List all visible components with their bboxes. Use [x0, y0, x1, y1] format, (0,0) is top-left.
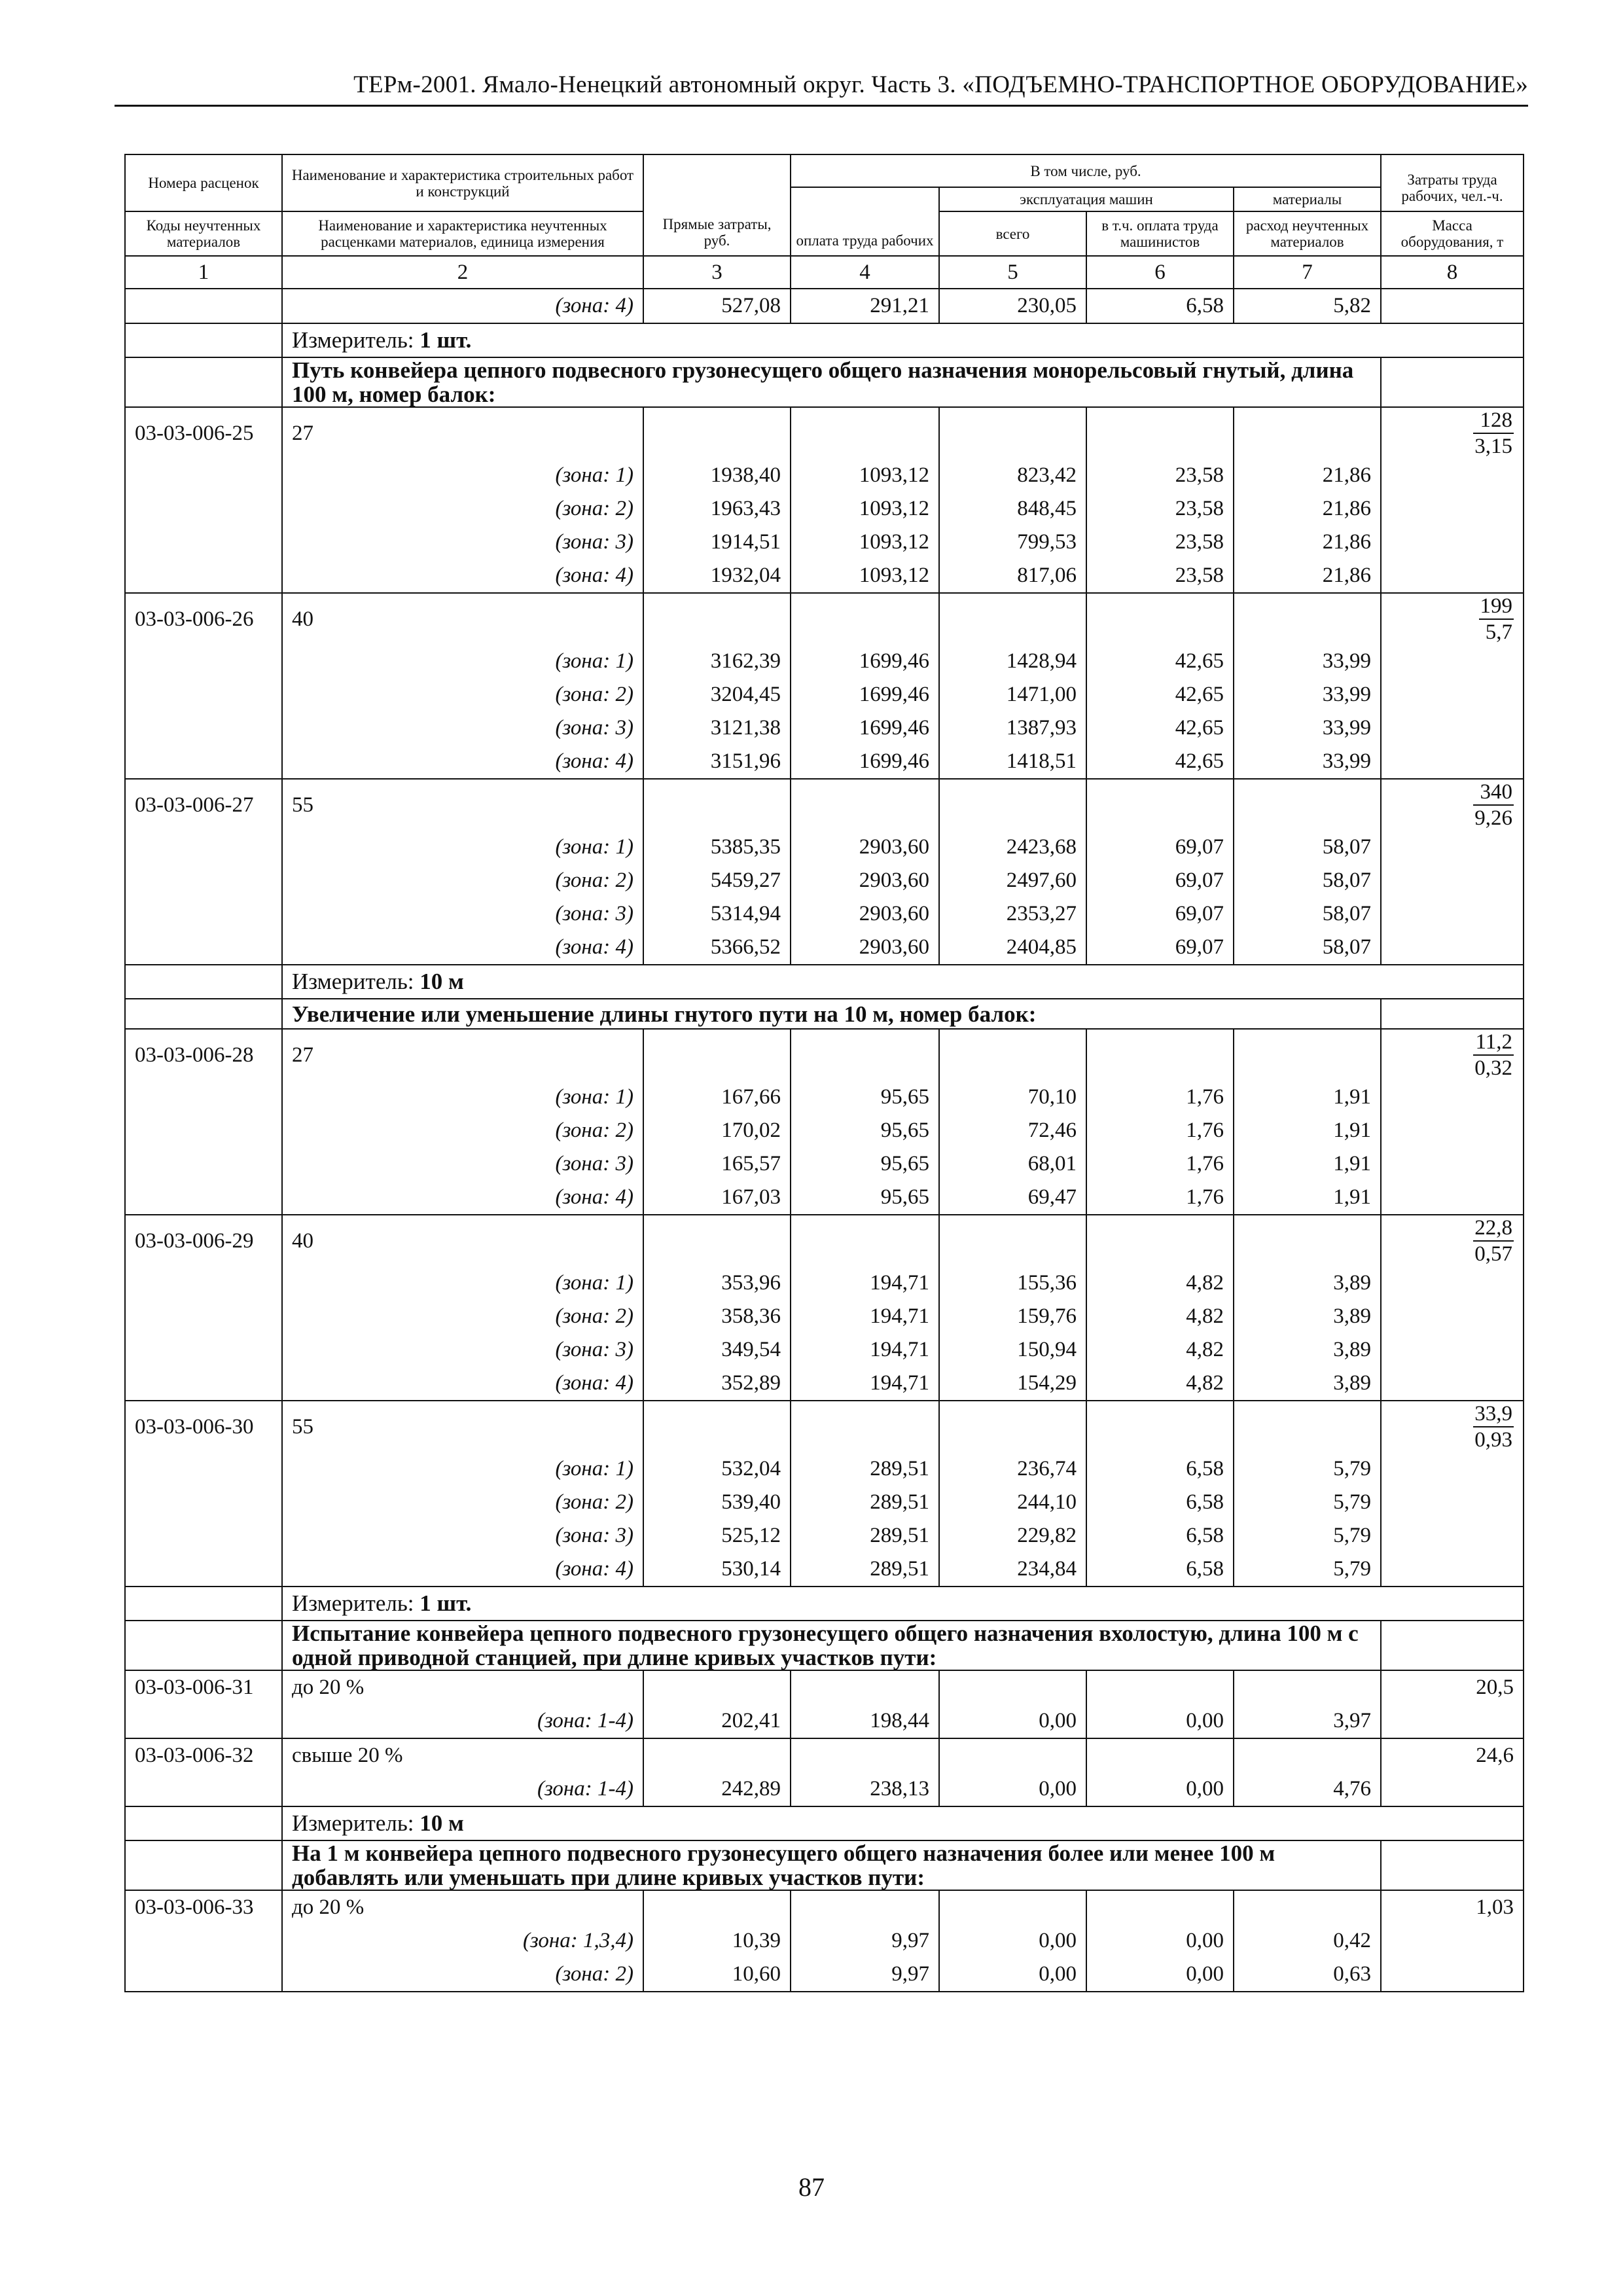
materials: 33,99 — [1234, 745, 1381, 779]
direct-costs: 3121,38 — [643, 711, 791, 745]
machine-total: 150,94 — [939, 1333, 1086, 1367]
worker-pay: 2903,60 — [791, 897, 939, 931]
operator-pay: 42,65 — [1086, 645, 1234, 678]
materials: 21,86 — [1234, 459, 1381, 492]
materials: 58,07 — [1234, 931, 1381, 965]
rate-name: 40 — [282, 1215, 643, 1266]
zone-label: (зона: 2) — [282, 1300, 643, 1333]
worker-pay: 95,65 — [791, 1147, 939, 1181]
materials: 3,97 — [1234, 1704, 1381, 1738]
materials: 58,07 — [1234, 897, 1381, 931]
operator-pay: 4,82 — [1086, 1333, 1234, 1367]
operator-pay: 69,07 — [1086, 931, 1234, 965]
labor-mass — [1381, 1029, 1524, 1081]
materials: 33,99 — [1234, 678, 1381, 711]
measure-label: Измеритель: — [292, 969, 414, 994]
worker-pay: 291,21 — [791, 289, 939, 323]
column-number: 4 — [791, 256, 939, 289]
labor-costs: 24,6 — [1381, 1738, 1524, 1772]
section-title-row — [125, 1840, 1524, 1890]
operator-pay: 6,58 — [1086, 1552, 1234, 1587]
materials: 33,99 — [1234, 711, 1381, 745]
section-title: Путь конвейера цепного подвесного грузонесущего общего назначения монорельсовый гнутый, длина 100 м, номер балок: — [282, 357, 1381, 407]
labor-costs: 33,9 — [1473, 1401, 1514, 1427]
machine-total: 799,53 — [939, 526, 1086, 559]
direct-costs: 527,08 — [643, 289, 791, 323]
zone-row — [125, 1147, 1524, 1181]
header-work-name: Наименование и характеристика строительных работ и конструкций — [282, 154, 643, 211]
materials: 1,91 — [1234, 1081, 1381, 1114]
machine-total: 229,82 — [939, 1519, 1086, 1552]
section-title-row — [125, 357, 1524, 407]
machine-total: 0,00 — [939, 1772, 1086, 1806]
direct-costs: 530,14 — [643, 1552, 791, 1587]
zone-row — [125, 1081, 1524, 1114]
measure-unit: 10 м — [419, 969, 464, 994]
direct-costs: 5385,35 — [643, 831, 791, 864]
continuation-row — [125, 289, 1524, 323]
rate-code: 03-03-006-26 — [125, 593, 282, 645]
machine-total: 230,05 — [939, 289, 1086, 323]
rate-code: 03-03-006-32 — [125, 1738, 282, 1772]
worker-pay: 194,71 — [791, 1367, 939, 1401]
labor-costs: 1,03 — [1381, 1890, 1524, 1924]
machine-total: 236,74 — [939, 1452, 1086, 1486]
direct-costs: 202,41 — [643, 1704, 791, 1738]
operator-pay: 0,00 — [1086, 1924, 1234, 1958]
machine-total: 2353,27 — [939, 897, 1086, 931]
machine-total: 0,00 — [939, 1704, 1086, 1738]
section-title: На 1 м конвейера цепного подвесного грузонесущего общего назначения более или менее 100 м добавлять или уменьшать при длине кривых участков пути: — [282, 1840, 1381, 1890]
zone-label: (зона: 4) — [282, 1181, 643, 1215]
materials: 5,79 — [1234, 1552, 1381, 1587]
zone-row — [125, 559, 1524, 593]
page-header: ТЕРм-2001. Ямало-Ненецкий автономный округ. Часть 3. «ПОДЪЕМНО-ТРАНСПОРТНОЕ ОБОРУДОВАНИЕ» — [353, 71, 1528, 98]
zone-label: (зона: 4) — [282, 745, 643, 779]
labor-mass — [1381, 779, 1524, 831]
worker-pay: 95,65 — [791, 1081, 939, 1114]
operator-pay: 69,07 — [1086, 897, 1234, 931]
worker-pay: 1093,12 — [791, 492, 939, 526]
labor-costs: 11,2 — [1473, 1030, 1514, 1056]
direct-costs: 3204,45 — [643, 678, 791, 711]
rate-name: 55 — [282, 779, 643, 831]
rate-row — [125, 1215, 1524, 1266]
materials: 1,91 — [1234, 1147, 1381, 1181]
equipment-mass: 0,93 — [1474, 1428, 1513, 1452]
equipment-mass: 9,26 — [1474, 806, 1513, 830]
direct-costs: 352,89 — [643, 1367, 791, 1401]
materials: 58,07 — [1234, 864, 1381, 897]
machine-total: 823,42 — [939, 459, 1086, 492]
machine-total: 70,10 — [939, 1081, 1086, 1114]
rate-name: до 20 % — [282, 1890, 643, 1924]
machine-total: 69,47 — [939, 1181, 1086, 1215]
worker-pay: 1093,12 — [791, 526, 939, 559]
header-rate-numbers: Номера расценок — [125, 154, 282, 211]
zone-label: (зона: 4) — [282, 931, 643, 965]
zone-label: (зона: 1) — [282, 831, 643, 864]
worker-pay: 198,44 — [791, 1704, 939, 1738]
zone-row — [125, 831, 1524, 864]
zone-label: (зона: 1) — [282, 645, 643, 678]
operator-pay: 1,76 — [1086, 1081, 1234, 1114]
direct-costs: 10,39 — [643, 1924, 791, 1958]
direct-costs: 165,57 — [643, 1147, 791, 1181]
machine-total: 0,00 — [939, 1924, 1086, 1958]
rate-row — [125, 1670, 1524, 1704]
section-title: Испытание конвейера цепного подвесного грузонесущего общего назначения вхолостую, длина 100 м с одной приводной станцией, при длине кривых участков пути: — [282, 1621, 1381, 1670]
worker-pay: 9,97 — [791, 1924, 939, 1958]
rate-name: 27 — [282, 407, 643, 459]
column-number: 5 — [939, 256, 1086, 289]
measure-row — [125, 965, 1524, 999]
worker-pay: 9,97 — [791, 1958, 939, 1992]
worker-pay: 1699,46 — [791, 711, 939, 745]
measure-unit: 10 м — [419, 1810, 464, 1836]
measure-unit: 1 шт. — [419, 1590, 472, 1616]
zone-label: (зона: 3) — [282, 1333, 643, 1367]
operator-pay: 0,00 — [1086, 1772, 1234, 1806]
materials: 1,91 — [1234, 1114, 1381, 1147]
operator-pay: 69,07 — [1086, 864, 1234, 897]
direct-costs: 5459,27 — [643, 864, 791, 897]
labor-costs: 22,8 — [1473, 1215, 1514, 1242]
zone-label: (зона: 1) — [282, 1081, 643, 1114]
materials: 3,89 — [1234, 1300, 1381, 1333]
measure-row — [125, 1587, 1524, 1621]
header-material-consumption: расход неучтенных материалов — [1234, 211, 1381, 256]
column-number: 8 — [1381, 256, 1524, 289]
operator-pay: 1,76 — [1086, 1114, 1234, 1147]
materials: 5,79 — [1234, 1452, 1381, 1486]
zone-row — [125, 526, 1524, 559]
worker-pay: 2903,60 — [791, 931, 939, 965]
zone-row — [125, 1704, 1524, 1738]
rate-row — [125, 407, 1524, 459]
worker-pay: 289,51 — [791, 1552, 939, 1587]
machine-total: 0,00 — [939, 1958, 1086, 1992]
zone-label: (зона: 2) — [282, 678, 643, 711]
materials: 1,91 — [1234, 1181, 1381, 1215]
machine-total: 234,84 — [939, 1552, 1086, 1587]
zone-row — [125, 897, 1524, 931]
zone-label: (зона: 1-4) — [282, 1704, 643, 1738]
materials: 21,86 — [1234, 559, 1381, 593]
header-labor-costs: Затраты труда рабочих, чел.-ч. — [1381, 154, 1524, 211]
direct-costs: 3162,39 — [643, 645, 791, 678]
machine-total: 848,45 — [939, 492, 1086, 526]
materials: 5,82 — [1234, 289, 1381, 323]
direct-costs: 539,40 — [643, 1486, 791, 1519]
labor-costs: 20,5 — [1381, 1670, 1524, 1704]
operator-pay: 6,58 — [1086, 1519, 1234, 1552]
equipment-mass: 0,32 — [1474, 1056, 1513, 1080]
zone-label: (зона: 1) — [282, 459, 643, 492]
worker-pay: 289,51 — [791, 1519, 939, 1552]
direct-costs: 5366,52 — [643, 931, 791, 965]
machine-total: 154,29 — [939, 1367, 1086, 1401]
zone-row — [125, 1452, 1524, 1486]
operator-pay: 6,58 — [1086, 1452, 1234, 1486]
worker-pay: 289,51 — [791, 1452, 939, 1486]
worker-pay: 2903,60 — [791, 831, 939, 864]
machine-total: 72,46 — [939, 1114, 1086, 1147]
operator-pay: 23,58 — [1086, 492, 1234, 526]
rate-code: 03-03-006-27 — [125, 779, 282, 831]
header-direct-costs: Прямые затраты, руб. — [643, 154, 791, 256]
zone-label: (зона: 4) — [282, 559, 643, 593]
materials: 3,89 — [1234, 1367, 1381, 1401]
zone-row — [125, 1367, 1524, 1401]
machine-total: 2497,60 — [939, 864, 1086, 897]
zone-label: (зона: 1) — [282, 1452, 643, 1486]
materials: 33,99 — [1234, 645, 1381, 678]
worker-pay: 238,13 — [791, 1772, 939, 1806]
zone-label: (зона: 3) — [282, 1147, 643, 1181]
rate-row — [125, 779, 1524, 831]
operator-pay: 69,07 — [1086, 831, 1234, 864]
equipment-mass: 0,57 — [1474, 1242, 1513, 1266]
rate-code: 03-03-006-31 — [125, 1670, 282, 1704]
measure-row — [125, 323, 1524, 357]
header-operator-pay: в т.ч. оплата труда машинистов — [1086, 211, 1234, 256]
rate-name: свыше 20 % — [282, 1738, 643, 1772]
column-number: 1 — [125, 256, 282, 289]
materials: 0,63 — [1234, 1958, 1381, 1992]
zone-label: (зона: 3) — [282, 1519, 643, 1552]
measure-label: Измеритель: — [292, 1590, 414, 1616]
worker-pay: 95,65 — [791, 1181, 939, 1215]
direct-costs: 1963,43 — [643, 492, 791, 526]
machine-total: 1387,93 — [939, 711, 1086, 745]
header-machine-total: всего — [939, 211, 1086, 256]
column-number: 6 — [1086, 256, 1234, 289]
rate-code: 03-03-006-33 — [125, 1890, 282, 1924]
zone-label: (зона: 1,3,4) — [282, 1924, 643, 1958]
operator-pay: 23,58 — [1086, 559, 1234, 593]
column-number: 7 — [1234, 256, 1381, 289]
header-material-names: Наименование и характеристика неучтенных расценками материалов, единица измерения — [282, 211, 643, 256]
measure-label: Измеритель: — [292, 1810, 414, 1836]
section-title: Увеличение или уменьшение длины гнутого пути на 10 м, номер балок: — [282, 999, 1381, 1029]
zone-row — [125, 1924, 1524, 1958]
machine-total: 2423,68 — [939, 831, 1086, 864]
operator-pay: 1,76 — [1086, 1147, 1234, 1181]
rate-code: 03-03-006-28 — [125, 1029, 282, 1081]
zone-label: (зона: 1) — [282, 1266, 643, 1300]
worker-pay: 1093,12 — [791, 559, 939, 593]
zone-row — [125, 1300, 1524, 1333]
labor-costs: 340 — [1473, 780, 1514, 806]
zone-label: (зона: 2) — [282, 492, 643, 526]
operator-pay: 4,82 — [1086, 1367, 1234, 1401]
machine-total: 244,10 — [939, 1486, 1086, 1519]
direct-costs: 1932,04 — [643, 559, 791, 593]
zone-row — [125, 492, 1524, 526]
worker-pay: 194,71 — [791, 1266, 939, 1300]
header-including: В том числе, руб. — [791, 154, 1381, 187]
rate-row — [125, 1029, 1524, 1081]
equipment-mass: 5,7 — [1485, 620, 1513, 644]
zone-row — [125, 864, 1524, 897]
price-table — [124, 154, 1524, 1992]
direct-costs: 167,66 — [643, 1081, 791, 1114]
labor-mass — [1381, 1401, 1524, 1452]
header-row-1 — [125, 154, 1524, 187]
operator-pay: 4,82 — [1086, 1300, 1234, 1333]
rate-code: 03-03-006-29 — [125, 1215, 282, 1266]
zone-row — [125, 711, 1524, 745]
labor-mass — [1381, 593, 1524, 645]
labor-costs: 199 — [1479, 594, 1514, 620]
zone-row — [125, 459, 1524, 492]
direct-costs: 353,96 — [643, 1266, 791, 1300]
rate-row — [125, 1401, 1524, 1452]
zone-label: (зона: 3) — [282, 897, 643, 931]
zone-label: (зона: 1-4) — [282, 1772, 643, 1806]
materials: 4,76 — [1234, 1772, 1381, 1806]
machine-total: 1428,94 — [939, 645, 1086, 678]
rate-code: 03-03-006-30 — [125, 1401, 282, 1452]
materials: 3,89 — [1234, 1266, 1381, 1300]
header-worker-pay: оплата труда рабочих — [791, 187, 939, 256]
zone-label: (зона: 4) — [282, 1552, 643, 1587]
measure-row — [125, 1806, 1524, 1840]
header-material-codes: Коды неучтенных материалов — [125, 211, 282, 256]
worker-pay: 1699,46 — [791, 645, 939, 678]
machine-total: 155,36 — [939, 1266, 1086, 1300]
rate-row — [125, 593, 1524, 645]
rate-name: 27 — [282, 1029, 643, 1081]
zone-row — [125, 1114, 1524, 1147]
machine-total: 68,01 — [939, 1147, 1086, 1181]
direct-costs: 1938,40 — [643, 459, 791, 492]
header-equipment-mass: Масса оборудования, т — [1381, 211, 1524, 256]
materials: 0,42 — [1234, 1924, 1381, 1958]
zone-label: (зона: 2) — [282, 1114, 643, 1147]
zone-row — [125, 931, 1524, 965]
zone-label: (зона: 2) — [282, 1486, 643, 1519]
zone-row — [125, 1486, 1524, 1519]
direct-costs: 525,12 — [643, 1519, 791, 1552]
rate-row — [125, 1890, 1524, 1924]
materials: 21,86 — [1234, 526, 1381, 559]
zone-row — [125, 1519, 1524, 1552]
measure-unit: 1 шт. — [419, 327, 472, 353]
operator-pay: 42,65 — [1086, 711, 1234, 745]
direct-costs: 3151,96 — [643, 745, 791, 779]
zone-row — [125, 1552, 1524, 1587]
zone-row — [125, 1772, 1524, 1806]
operator-pay: 0,00 — [1086, 1704, 1234, 1738]
labor-mass — [1381, 1215, 1524, 1266]
direct-costs: 167,03 — [643, 1181, 791, 1215]
zone-label: (зона: 3) — [282, 526, 643, 559]
machine-total: 1418,51 — [939, 745, 1086, 779]
column-numbers-row — [125, 256, 1524, 289]
machine-total: 1471,00 — [939, 678, 1086, 711]
zone-row — [125, 745, 1524, 779]
rate-name: до 20 % — [282, 1670, 643, 1704]
direct-costs: 242,89 — [643, 1772, 791, 1806]
direct-costs: 1914,51 — [643, 526, 791, 559]
materials: 5,79 — [1234, 1519, 1381, 1552]
section-title-row — [125, 999, 1524, 1029]
rate-code: 03-03-006-25 — [125, 407, 282, 459]
zone-label: (зона: 2) — [282, 1958, 643, 1992]
operator-pay: 23,58 — [1086, 526, 1234, 559]
direct-costs: 358,36 — [643, 1300, 791, 1333]
zone-label: (зона: 3) — [282, 711, 643, 745]
worker-pay: 1093,12 — [791, 459, 939, 492]
operator-pay: 6,58 — [1086, 289, 1234, 323]
zone-row — [125, 645, 1524, 678]
zone-row — [125, 1266, 1524, 1300]
zone-row — [125, 1181, 1524, 1215]
operator-pay: 42,65 — [1086, 678, 1234, 711]
zone-label: (зона: 4) — [282, 1367, 643, 1401]
labor-mass — [1381, 407, 1524, 459]
page-number: 87 — [798, 2172, 825, 2202]
direct-costs: 170,02 — [643, 1114, 791, 1147]
machine-total: 2404,85 — [939, 931, 1086, 965]
rate-row — [125, 1738, 1524, 1772]
labor-costs: 128 — [1473, 408, 1514, 434]
header-materials: материалы — [1234, 187, 1381, 211]
materials: 58,07 — [1234, 831, 1381, 864]
materials: 21,86 — [1234, 492, 1381, 526]
operator-pay: 0,00 — [1086, 1958, 1234, 1992]
operator-pay: 6,58 — [1086, 1486, 1234, 1519]
operator-pay: 4,82 — [1086, 1266, 1234, 1300]
direct-costs: 10,60 — [643, 1958, 791, 1992]
worker-pay: 1699,46 — [791, 678, 939, 711]
zone-row — [125, 1333, 1524, 1367]
worker-pay: 194,71 — [791, 1333, 939, 1367]
zone-row — [125, 1958, 1524, 1992]
zone-label: (зона: 4) — [282, 289, 643, 323]
measure-label: Измеритель: — [292, 327, 414, 353]
materials: 5,79 — [1234, 1486, 1381, 1519]
operator-pay: 42,65 — [1086, 745, 1234, 779]
zone-row — [125, 678, 1524, 711]
worker-pay: 2903,60 — [791, 864, 939, 897]
direct-costs: 5314,94 — [643, 897, 791, 931]
operator-pay: 1,76 — [1086, 1181, 1234, 1215]
zone-label: (зона: 2) — [282, 864, 643, 897]
machine-total: 817,06 — [939, 559, 1086, 593]
machine-total: 159,76 — [939, 1300, 1086, 1333]
rate-name: 55 — [282, 1401, 643, 1452]
operator-pay: 23,58 — [1086, 459, 1234, 492]
worker-pay: 1699,46 — [791, 745, 939, 779]
header-machine-operation: эксплуатация машин — [939, 187, 1234, 211]
direct-costs: 349,54 — [643, 1333, 791, 1367]
worker-pay: 194,71 — [791, 1300, 939, 1333]
materials: 3,89 — [1234, 1333, 1381, 1367]
section-title-row — [125, 1621, 1524, 1670]
worker-pay: 289,51 — [791, 1486, 939, 1519]
column-number: 2 — [282, 256, 643, 289]
column-number: 3 — [643, 256, 791, 289]
equipment-mass: 3,15 — [1474, 435, 1513, 458]
worker-pay: 95,65 — [791, 1114, 939, 1147]
header-rule — [115, 105, 1528, 107]
rate-name: 40 — [282, 593, 643, 645]
direct-costs: 532,04 — [643, 1452, 791, 1486]
